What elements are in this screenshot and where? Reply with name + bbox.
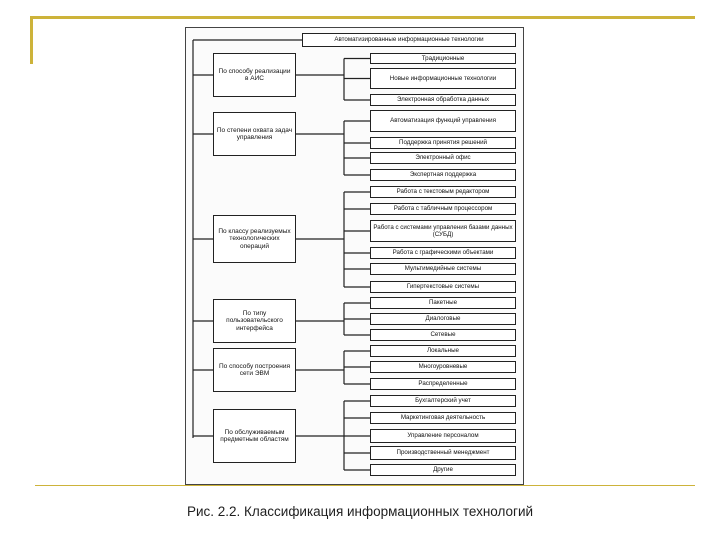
item-label: Поддержка принятия решений: [399, 139, 487, 147]
item-box: [370, 313, 516, 325]
item-label: Распределенные: [418, 380, 468, 388]
slide-frame-top-bar: [30, 16, 695, 19]
item-label: Электронный офис: [415, 154, 471, 162]
item-box: [370, 220, 516, 242]
item-box: [370, 152, 516, 164]
item-label: Традиционные: [421, 54, 465, 62]
item-box: [370, 203, 516, 215]
item-label: Производственный менеджмент: [396, 449, 490, 457]
item-label: Работа с текстовым редактором: [396, 188, 490, 196]
root-box: [302, 33, 516, 47]
item-box: [370, 68, 516, 89]
category-box-implementation: [213, 53, 296, 97]
item-label: Работа с системами управления базами данных (СУБД): [373, 223, 513, 238]
category-box-coverage: [213, 112, 296, 156]
item-label: Работа с табличным процессором: [393, 205, 493, 213]
item-label: Экспертная поддержка: [409, 171, 477, 179]
item-label: Сетевые: [430, 331, 456, 339]
item-box: [370, 412, 516, 424]
item-box: [370, 169, 516, 181]
item-label: Пакетные: [428, 299, 458, 307]
item-box: [370, 186, 516, 198]
item-label: Другие: [433, 466, 453, 474]
item-box: [370, 297, 516, 309]
item-box: [370, 281, 516, 293]
item-box: [370, 110, 516, 132]
item-label: Управление персоналом: [407, 432, 479, 440]
category-label: По классу реализуемых технологических операций: [218, 227, 291, 250]
item-label: Работа с графическими объектами: [392, 249, 494, 257]
item-label: Гипертекстовые системы: [406, 283, 480, 291]
item-label: Маркетинговая деятельность: [400, 414, 486, 422]
item-box: [370, 378, 516, 390]
root-label: Автоматизированные информационные технологии: [334, 36, 484, 44]
item-box: [370, 329, 516, 341]
item-label: Мультимедийные системы: [404, 265, 482, 273]
item-label: Новые информационные технологии: [389, 74, 497, 82]
item-box: [370, 94, 516, 106]
item-box: [370, 247, 516, 259]
diagram-scan: [185, 27, 524, 485]
category-label: По типу пользовательского интерфейса: [226, 309, 283, 332]
figure-caption: Рис. 2.2. Классификация информационных технологий: [186, 504, 534, 519]
item-label: Автоматизация функций управления: [390, 117, 496, 125]
item-box: [370, 53, 516, 64]
item-label: Диалоговые: [425, 315, 461, 323]
item-box: [370, 395, 516, 407]
category-box-network: [213, 348, 296, 392]
item-label: Многоуровневые: [418, 363, 468, 371]
item-box: [370, 429, 516, 443]
item-box: [370, 361, 516, 373]
slide-frame-bottom-line: [35, 485, 695, 486]
item-box: [370, 137, 516, 149]
category-box-domains: [213, 409, 296, 463]
category-label: По способу построения сети ЭВМ: [219, 362, 290, 377]
category-label: По степени охвата задач управления: [216, 126, 293, 141]
item-box: [370, 464, 516, 476]
item-label: Бухгалтерский учет: [415, 397, 471, 405]
slide-frame-left-bar: [30, 16, 33, 64]
item-box: [370, 446, 516, 460]
category-box-interface: [213, 299, 296, 343]
category-box-operations: [213, 215, 296, 263]
item-label: Локальные: [427, 347, 459, 355]
category-label: По способу реализации в АИС: [218, 67, 291, 82]
item-label: Электронная обработка данных: [396, 96, 490, 104]
category-label: По обслуживаемым предметным областям: [220, 428, 289, 443]
item-box: [370, 263, 516, 275]
item-box: [370, 345, 516, 357]
